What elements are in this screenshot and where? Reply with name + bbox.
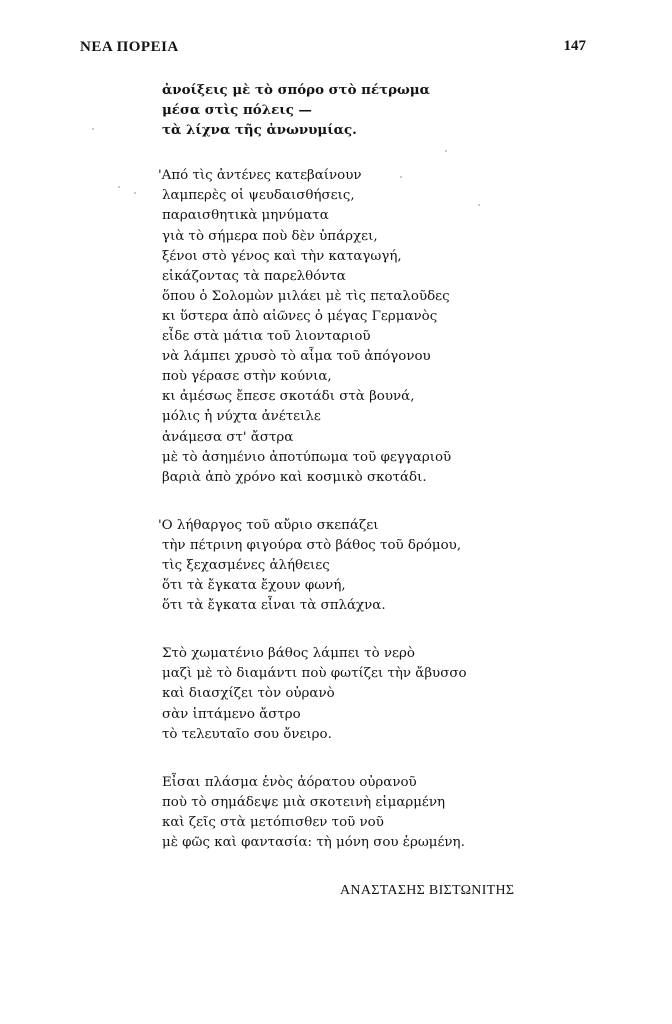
poem-line: τὰ λίχνα τῆς ἀνωνυμίας. [162,122,357,139]
poem-body [158,80,582,881]
poem-line: ὅτι τὰ ἔγκατα εἶναι τὰ σπλάχνα. [162,598,386,614]
poem-line: ξένοι στὸ γένος καὶ τὴν καταγωγή, [162,248,402,264]
stanza-1 [162,80,582,140]
poem-line: μὲ τὸ ἀσημένιο ἀποτύπωμα τοῦ φεγγαριοῦ [162,449,452,465]
stanza-5 [162,773,582,853]
poem-line: σὰν ἱπτάμενο ἄστρο [162,706,301,722]
poem-line: μὲ φῶς καὶ φαντασία: τὴ μόνη σου ἐρωμένη. [162,835,465,850]
poem-line: ἀνοίξεις μὲ τὸ σπόρο στὸ πέτρωμα [162,82,430,98]
scan-speck [445,150,447,152]
scan-speck [134,192,136,194]
poem-line: ὅτι τὰ ἔγκατα ἔχουν φωνή, [162,578,346,594]
poem-line: μέσα στὶς πόλεις — [162,102,312,119]
poem-line: νὰ λάμπει χρυσὸ τὸ αἷμα τοῦ ἀπόγονου [162,349,431,365]
scan-speck [92,128,94,130]
poem-line: κι ἀμέσως ἔπεσε σκοτάδι στὰ βουνά, [162,389,415,405]
poem-line: εἰκάζοντας τὰ παρελθόντα [162,268,346,284]
poem-line: λαμπερὲς οἱ ψευδαισθήσεις, [162,188,355,204]
poem-line: βαριὰ ἀπὸ χρόνο καὶ κοσμικὸ σκοτάδι. [162,469,427,485]
page-number: 147 [563,38,586,54]
stanza-3 [158,516,582,616]
poem-line: Εἶσαι πλάσμα ἑνὸς ἀόρατου οὐρανοῦ [162,774,417,790]
author-signature: ΑΝΑΣΤΑΣΗΣ ΒΙΣΤΩΝΙΤΗΣ [340,883,515,898]
poem-line: ποὺ γέρασε στὴν κούνια, [162,369,332,385]
poem-line: τὶς ξεχασμένες ἀλήθειες [162,557,330,573]
poem-line: κι ὕστερα ἀπὸ αἰῶνες ὁ μέγας Γερμανὸς [162,308,438,324]
poem-line: γιὰ τὸ σήμερα ποὺ δὲν ὑπάρχει, [162,228,378,244]
poem-line: τὸ τελευταῖο σου ὄνειρο. [162,726,332,742]
poem-line: καὶ ζεῖς στὰ μετόπισθεν τοῦ νοῦ [162,814,384,830]
poem-line: 'Ο λήθαργος τοῦ αὔριο σκεπάζει [158,517,379,533]
poem-line: Στὸ χωματένιο βάθος λάμπει τὸ νερὸ [162,646,415,662]
poem-line: 'Από τὶς ἀντένες κατεβαίνουν [158,168,362,184]
stanza-4 [162,644,582,744]
scan-speck [400,176,402,178]
poem-line: παραισθητικὰ μηνύματα [162,208,329,224]
poem-line: τὴν πέτρινη φιγούρα στὸ βάθος τοῦ δρόμου, [162,537,462,553]
running-title: ΝΕΑ ΠΟΡΕΙΑ [80,39,179,55]
poem-line: μαζὶ μὲ τὸ διαμάντι ποὺ φωτίζει τὴν ἄβυσσο [162,666,467,682]
poem-line: ὅπου ὁ Σολομὼν μιλάει μὲ τὶς πεταλοῦδες [162,288,450,304]
poem-line: ἀνάμεσα στ' ἄστρα [162,429,294,445]
poem-line: μόλις ἡ νύχτα ἀνέτειλε [162,409,321,425]
scan-speck [478,204,480,206]
scan-speck [118,186,120,188]
poem-line: καὶ διασχίζει τὸν οὐρανὸ [162,686,335,702]
stanza-2 [158,166,582,488]
poem-line: ποὺ τὸ σημάδεψε μιὰ σκοτεινὴ εἱμαρμένη [162,794,446,810]
poem-line: εἶδε στὰ μάτια τοῦ λιονταριοῦ [162,329,371,345]
